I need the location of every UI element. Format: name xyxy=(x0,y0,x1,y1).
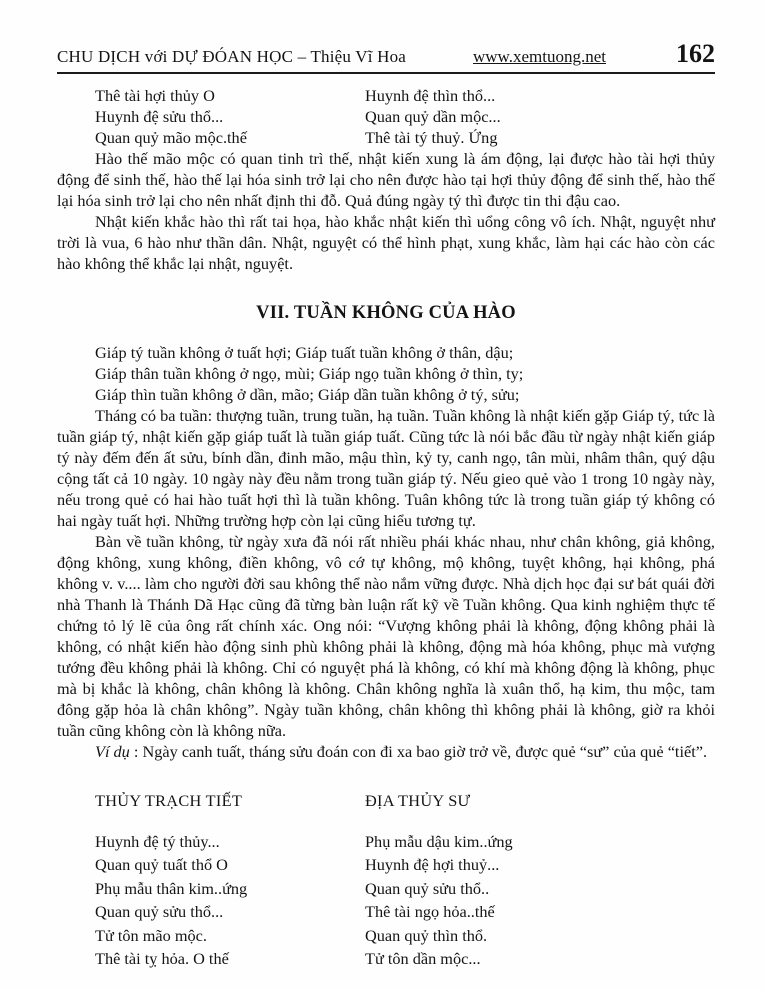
tuan-rule-line: Giáp tý tuần không ở tuất hợi; Giáp tuất tuần không ở thân, dậu; xyxy=(95,343,514,362)
paragraph-thang-ba-tuan: Tháng có ba tuần: thượng tuần, trung tuần, hạ tuần. Tuần không là nhật kiến gặp Giáp tý, tức là tuần giáp tý, nhật kiến gặp giáp tuất là tuần giáp tuất. Cũng tức là nói bắc đầu từ ngày nhật kiến giáp tý này đếm đến ất sửu, bính dần, đinh mão, mậu thìn, kỷ ty, canh ngọ, tân mùi, nhâm thân, quý dậu cộng tất cả 10 ngày. 10 ngày này đều nằm trong tuần giáp tý. Nếu gieo quẻ vào 1 trong 10 ngày này, nếu trong quẻ có hai hào tuất hợi thì là tuần không. Tuân không tức là trong tuần giáp tý không có hai ngày tuất hợi. Những trường hợp còn lại cũng hiểu tương tự. xyxy=(57,406,715,530)
page-number: 162 xyxy=(676,39,715,68)
hexagram-line: Quan quỷ sửu thổ... xyxy=(95,902,224,921)
paragraph-interpretation: Hào thế mão mộc có quan tinh trì thế, nhật kiến xung là ám động, lại được hào tài hợi thủy động để sinh thế, hào thế lại hóa sinh trở lại cho nên được hào tại hợi thủy động để sinh thế, hào thế lại hóa sinh trở lại cho nên nhất định thi đỗ. Quả đúng ngày tý thì được tin thi đậu cao. xyxy=(57,149,715,210)
page-header xyxy=(57,39,715,68)
example-text: : Ngày canh tuất, tháng sửu đoán con đi xa bao giờ trở về, được quẻ “sư” của quẻ “tiết”. xyxy=(129,742,708,761)
paragraph-ban-ve-tuan-khong: Bàn về tuần không, từ ngày xưa đã nói rất nhiều phái khác nhau, như chân không, giả không, động không, xung không, điền không, vô cớ tự không, mộ không, tuyệt không, hại không, phá không v. v.... làm cho người đời sau không thể nào nắm vững được. Nhà dịch học đại sư bát quái đời nhà Thanh là Thánh Dã Hạc cũng đã từng bàn luận rất kỹ về Tuần không. Qua kinh nghiệm thực tế chứng tỏ lý lẽ của ông rất chính xác. Ong nói: “Vượng không phải là không, động không phải là không, có nhật kiến hào động sinh phù không phải là không, động mà hóa không, phục mà vượng tướng đều không phải là không. Chỉ có nguyệt phá là không, có khí mà không động là không, phục mà bị khắc là không, chân không là không. Chân không nghĩa là xuân thổ, hạ kim, thu mộc, tam đông gặp hỏa là chân không”. Ngày tuần không, chân không thì không phải là không, giờ ra khỏi tuần cũng không còn là không nữa. xyxy=(57,532,715,740)
hexagram-line: Quan quỷ mão mộc.thế xyxy=(95,128,247,147)
hexagram-title: ĐỊA THỦY SƯ xyxy=(365,791,471,810)
hexagram-line: Huynh đệ sửu thổ... xyxy=(95,107,224,126)
hexagram-line: Thê tài hợi thủy O xyxy=(95,86,215,105)
hexagram-line: Quan quỷ thìn thổ. xyxy=(365,925,488,945)
hexagram-line: Huynh đệ hợi thuỷ... xyxy=(365,855,500,874)
website-link[interactable]: www.xemtuong.net xyxy=(473,47,606,66)
hexagram-dia-thuy-su xyxy=(365,789,715,971)
tuan-rule-line: Giáp thân tuần không ở ngọ, mùi; Giáp ngọ tuần không ở thìn, ty; xyxy=(95,364,524,383)
hexagram-line: Quan quỷ dần mộc... xyxy=(365,107,501,126)
hexagram-title: THỦY TRẠCH TIẾT xyxy=(95,791,243,810)
hexagram-line: Quan quỷ tuất thổ O xyxy=(95,855,228,874)
header-rule xyxy=(57,72,715,74)
hexagram-lines-top xyxy=(57,85,715,148)
paragraph-nhat-kien: Nhật kiến khắc hào thì rất tai họa, hào khắc nhật kiến thì uổng công vô ích. Nhật, nguyệt như trời là vua, 6 hào như thần dân. Nhật, nguyệt có thể hình phạt, xung khắc, làm hại các hào còn các hào không thể khắc lại nhật, nguyệt. xyxy=(57,212,715,273)
hexagram-line: Quan quỷ sửu thổ.. xyxy=(365,878,490,898)
example-paragraph xyxy=(57,741,715,762)
hexagram-top-left-column xyxy=(95,85,365,148)
hexagram-line: Tử tôn mão mộc. xyxy=(95,925,207,945)
hexagram-line: Thê tài tỵ hỏa. O thế xyxy=(95,949,229,968)
book-title: CHU DỊCH với DỰ ĐÓAN HỌC – Thiệu Vĩ Hoa xyxy=(57,47,407,66)
hexagram-line: Phụ mẫu dậu kim..ứng xyxy=(365,831,513,851)
tuan-khong-rules xyxy=(57,342,715,405)
hexagram-line: Tử tôn dần mộc... xyxy=(365,949,481,968)
tuan-rule-line: Giáp thìn tuần không ở dần, mão; Giáp dần tuần không ở tý, sửu; xyxy=(95,385,520,404)
hexagram-line: Thê tài ngọ hỏa..thế xyxy=(365,902,495,921)
example-label: Ví dụ xyxy=(95,742,130,761)
hexagram-line: Thê tài tý thuỷ. Ứng xyxy=(365,128,498,147)
hexagram-line: Huynh đệ tý thủy... xyxy=(95,831,220,851)
hexagram-pair-bottom xyxy=(57,789,715,971)
hexagram-line: Phụ mẫu thân kim..ứng xyxy=(95,878,248,898)
section-heading: VII. TUẦN KHÔNG CỦA HÀO xyxy=(256,303,516,323)
hexagram-line: Huynh đệ thìn thổ... xyxy=(365,86,496,105)
hexagram-top-right-column xyxy=(365,85,715,148)
hexagram-thuy-trach-tiet xyxy=(95,789,365,971)
